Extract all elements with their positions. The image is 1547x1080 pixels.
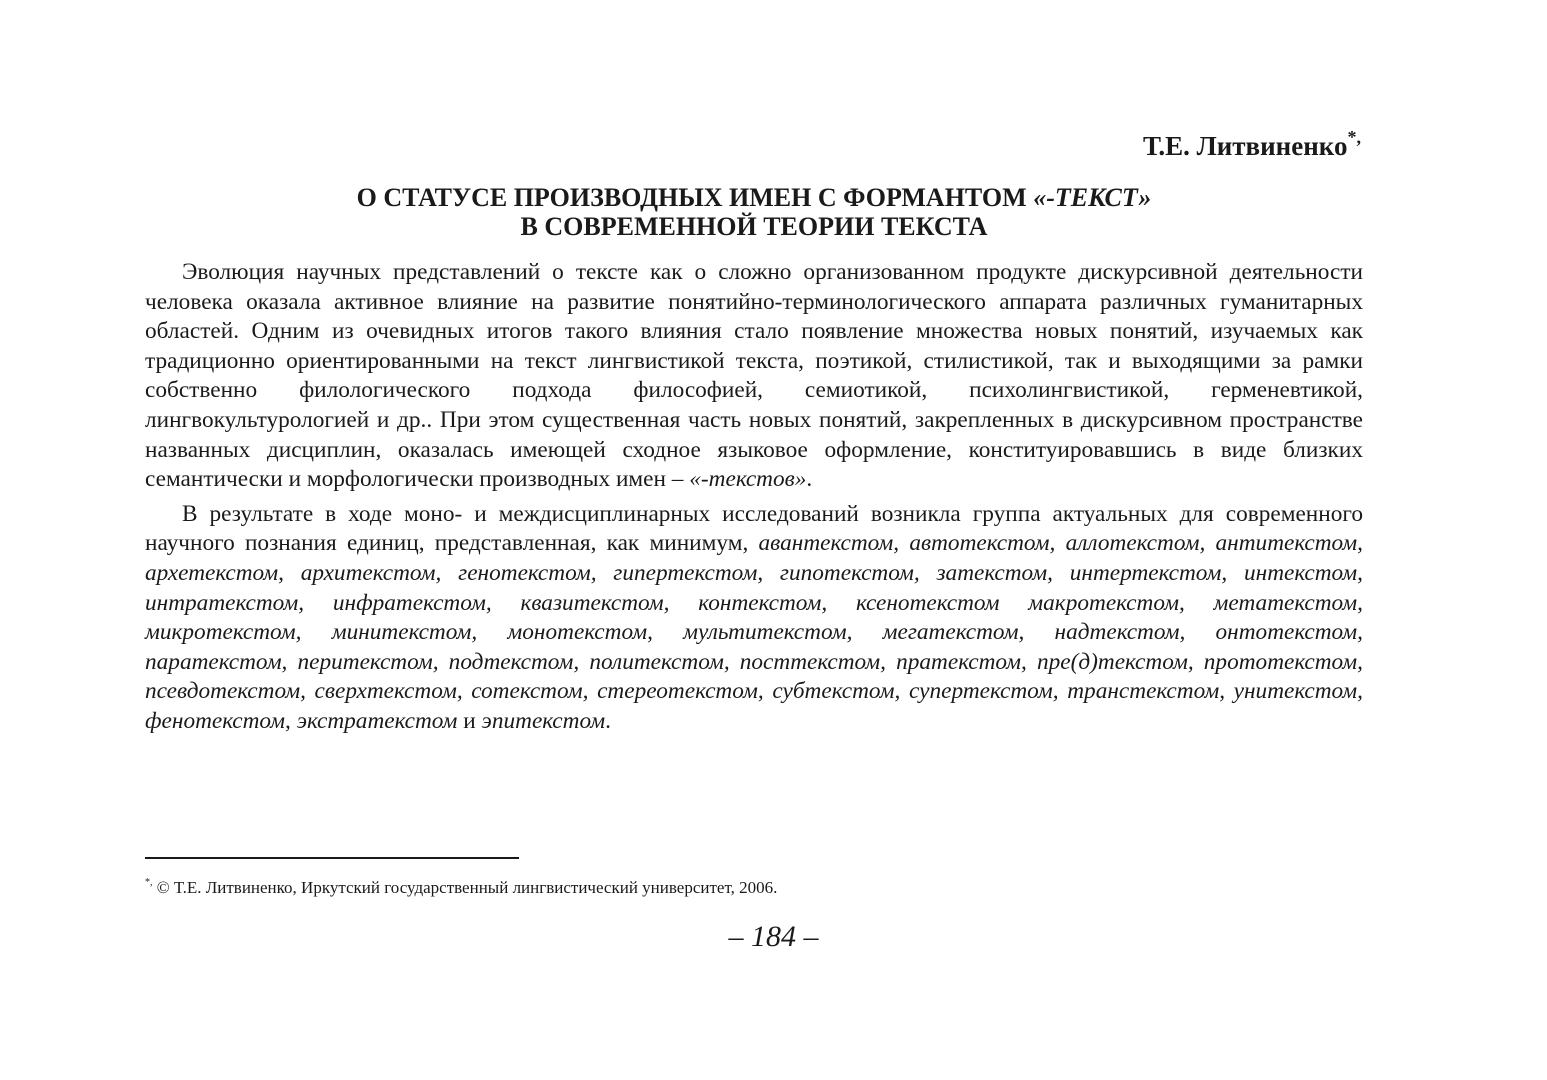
paragraph-1: Эволюция научных представлений о тексте как о сложно организованном продукте дискурсивной деятельности человека оказала активное влияние на развитие понятийно-терминологического аппарата различных гуманитарных областей. Одним из очевидных итогов такого влияния стало появление множества новых понятий, изучаемых как традиционно ориентированными на текст лингвистикой текста, поэтикой, стилистикой, так и выходящими за рамки собственно филологического подхода философией, семиотикой, психолингвистикой, герменевтикой, лингвокультурологией и др.. При этом существенная часть новых понятий, закрепленных в дискурсивном пространстве названных дисциплин, оказалась имеющей сходное языковое оформление, конституировавшись в виде близких семантически и морфологически производных имен – «-текстов». bbox=[145, 259, 1363, 493]
author-footnote-mark: *, bbox=[1347, 127, 1361, 147]
article-title bbox=[145, 183, 1363, 241]
footnote-mark: *, bbox=[145, 877, 153, 888]
article-body bbox=[145, 258, 1363, 737]
title-line-2: В СОВРЕМЕННОЙ ТЕОРИИ ТЕКСТА bbox=[520, 212, 988, 241]
paragraph-2: В результате в ходе моно- и междисциплинарных исследований возникла группа актуальных для современного научного познания единиц, представленная, как минимум, авантекстом, автотекстом, аллотекстом, антитекстом, архетекстом, архитекстом, генотекстом, гипертекстом, гипотекстом, затекстом, интертекстом, интекстом, интратекстом, инфратекстом, квазитекстом, контекстом, ксенотекстом макротекстом, метатекстом, микротекстом, минитекстом, монотекстом, мультитекстом, мегатекстом, надтекстом, онтотекстом, паратекстом, перитекстом, подтекстом, политекстом, посттекстом, пратекстом, пре(д)текстом, прототекстом, псевдотекстом, сверхтекстом, сотекстом, стереотекстом, субтекстом, супертекстом, транстекстом, унитекстом, фенотекстом, экстратекстом и эпитекстом. bbox=[145, 500, 1363, 734]
footnote-divider bbox=[145, 857, 519, 859]
page-number: – 184 – bbox=[728, 920, 819, 953]
footnote: *, © Т.Е. Литвиненко, Иркутский государственный лингвистический университет, 2006. bbox=[145, 877, 778, 897]
term-list: авантекстом, автотекстом, аллотекстом, антитекстом, архетекстом, архитекстом, генотекстом, гипертекстом, гипотекстом, затекстом, интертекстом, интекстом, интратекстом, инфратекстом, квазитекстом, контекстом, ксенотекстом макротекстом, метатекстом, микротекстом, минитекстом, монотекстом, мультитекстом, мегатекстом, надтекстом, онтотекстом, паратекстом, перитекстом, подтекстом, политекстом, посттекстом, пратекстом, пре(д)текстом, прототекстом, псевдотекстом, сверхтекстом, сотекстом, стереотекстом, субтекстом, супертекстом, транстекстом, унитекстом, фенотекстом, экстратекстом bbox=[145, 530, 1363, 734]
title-term: «-ТЕКСТ» bbox=[1033, 183, 1152, 212]
title-line-1: О СТАТУСЕ ПРОИЗВОДНЫХ ИМЕН С ФОРМАНТОМ «-ТЕКСТ» bbox=[356, 183, 1152, 212]
author-name: Т.Е. Литвиненко*, bbox=[1143, 127, 1361, 161]
